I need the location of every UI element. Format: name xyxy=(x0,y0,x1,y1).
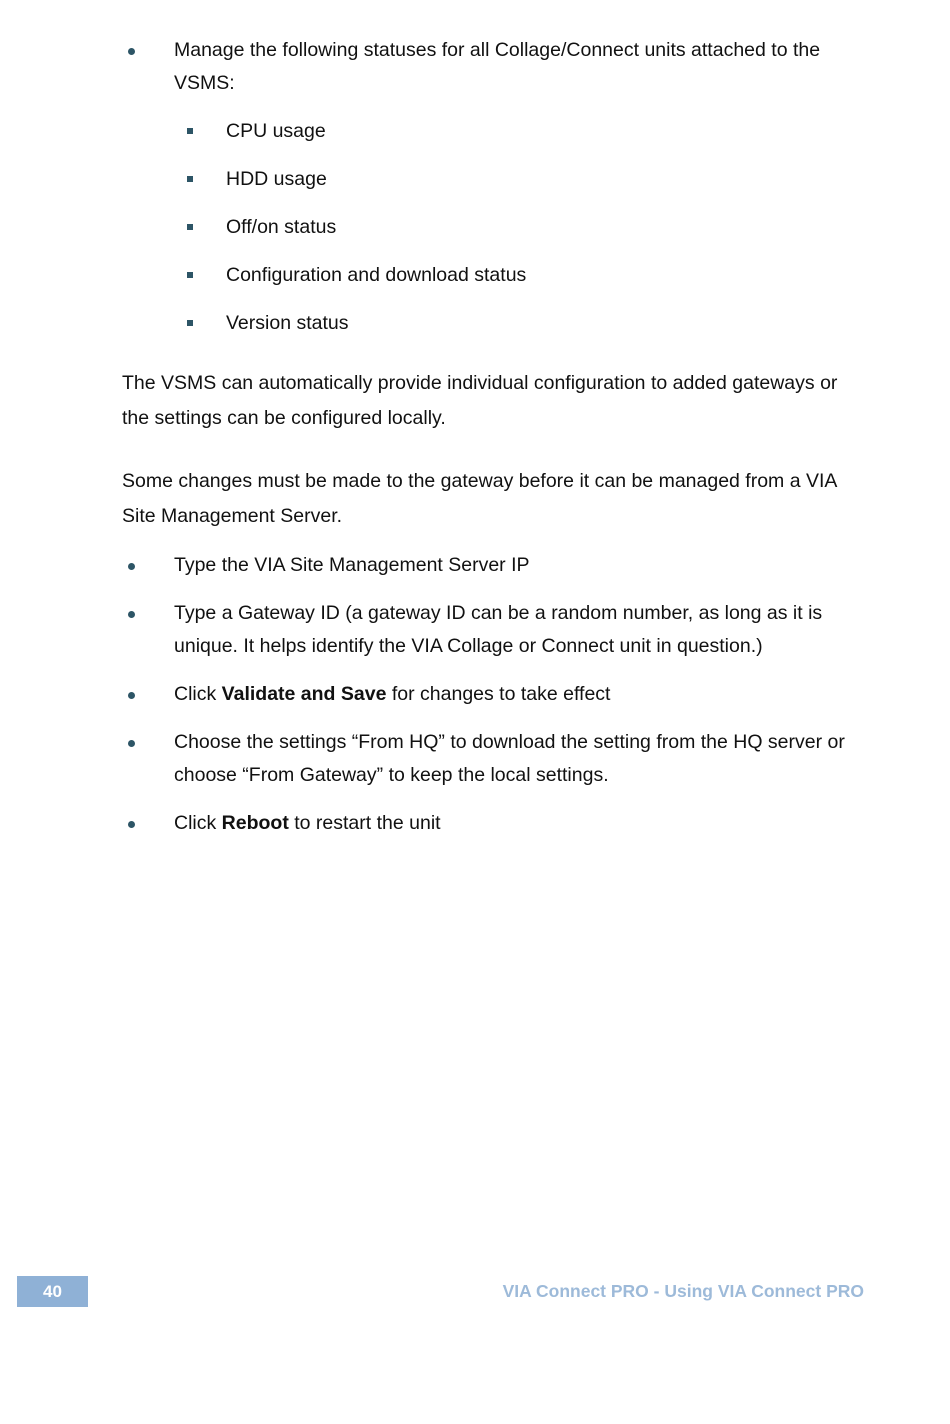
paragraph-gateway-changes: Some changes must be made to the gateway before it can be managed from a VIA Site Management Server. xyxy=(122,470,837,527)
square-bullet-icon xyxy=(187,272,193,278)
list-item-step-gateway-id xyxy=(122,597,862,663)
sub-list-item xyxy=(174,115,862,148)
square-bullet-icon xyxy=(187,224,193,230)
bullet-icon xyxy=(128,563,135,570)
bullet-icon xyxy=(128,740,135,747)
sub-item-text: HDD usage xyxy=(226,168,327,190)
page-number: 40 xyxy=(17,1276,88,1307)
step-suffix: for changes to take effect xyxy=(386,683,611,705)
square-bullet-icon xyxy=(187,128,193,134)
list-item-manage-statuses xyxy=(122,34,862,340)
square-bullet-icon xyxy=(187,176,193,182)
reboot-label: Reboot xyxy=(221,812,289,834)
sub-item-text: CPU usage xyxy=(226,120,326,142)
step-prefix: Click xyxy=(174,683,222,705)
sub-list-item xyxy=(174,163,862,196)
list-item-step-choose-settings xyxy=(122,726,862,792)
sub-list-item xyxy=(174,211,862,244)
sub-item-text: Off/on status xyxy=(226,216,337,238)
footer-title: VIA Connect PRO - Using VIA Connect PRO xyxy=(502,1281,864,1301)
sub-list-item xyxy=(174,259,862,292)
bullet-icon xyxy=(128,821,135,828)
page-content xyxy=(122,34,862,855)
step-text: Choose the settings “From HQ” to download the setting from the HQ server or choose “From Gateway” to keep the local settings. xyxy=(174,731,845,786)
validate-and-save-label: Validate and Save xyxy=(221,683,387,705)
bullet-text: Manage the following statuses for all Collage/Connect units attached to the VSMS: xyxy=(174,39,821,94)
list-item-step-server-ip xyxy=(122,549,862,582)
list-item-step-reboot xyxy=(122,807,862,840)
step-text: Type the VIA Site Management Server IP xyxy=(174,554,530,576)
sub-item-text: Version status xyxy=(226,312,349,334)
bullet-icon xyxy=(128,692,135,699)
step-prefix: Click xyxy=(174,812,222,834)
square-bullet-icon xyxy=(187,320,193,326)
list-item-step-validate xyxy=(122,678,862,711)
paragraph-vsms-configuration: The VSMS can automatically provide individual configuration to added gateways or the settings can be configured locally. xyxy=(122,372,838,429)
status-sub-list xyxy=(174,115,862,340)
bullet-icon xyxy=(128,611,135,618)
sub-list-item xyxy=(174,307,862,340)
step-suffix: to restart the unit xyxy=(288,812,441,834)
bullet-icon xyxy=(128,48,135,55)
step-text: Type a Gateway ID (a gateway ID can be a random number, as long as it is unique. It helps identify the VIA Collage or Connect unit in question.) xyxy=(174,602,823,657)
sub-item-text: Configuration and download status xyxy=(226,264,527,286)
